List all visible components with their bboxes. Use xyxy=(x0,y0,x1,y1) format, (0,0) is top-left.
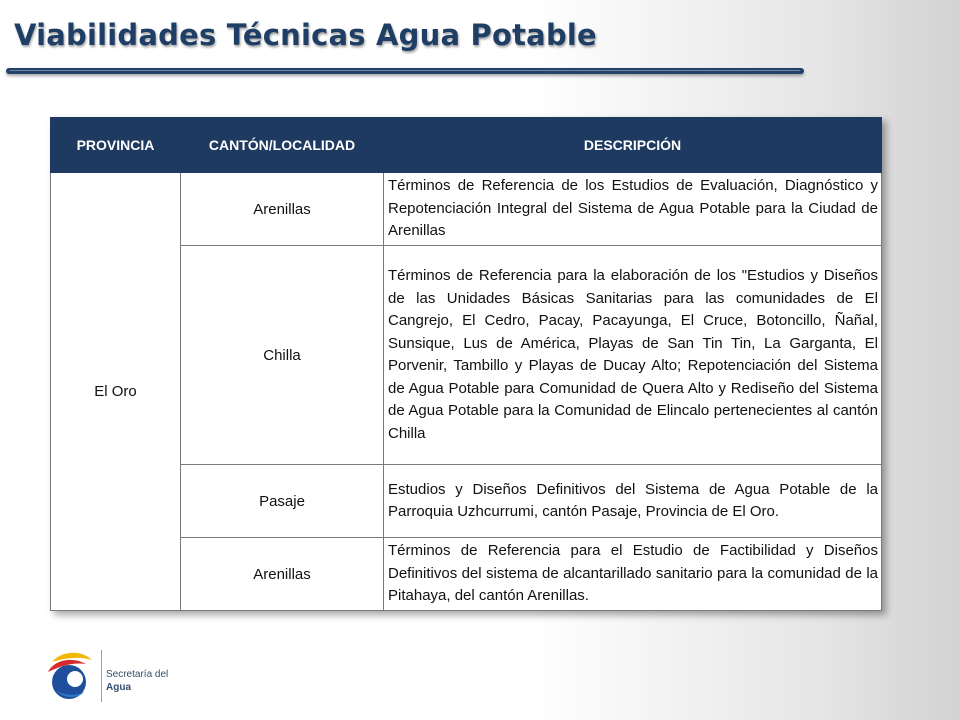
table-row xyxy=(51,173,882,246)
logo-text-line1: Secretaría del xyxy=(106,669,169,680)
logo-separator xyxy=(101,650,102,702)
header-provincia: PROVINCIA xyxy=(51,118,181,173)
description-cell: Estudios y Diseños Definitivos del Sistema de Agua Potable de la Parroquia Uzhcurrumi, cantón Pasaje, Provincia de El Oro. xyxy=(384,465,882,538)
header-canton-localidad: CANTÓN/LOCALIDAD xyxy=(181,118,384,173)
table-header-row xyxy=(51,118,882,173)
description-cell: Términos de Referencia para el Estudio de Factibilidad y Diseños Definitivos del sistema de alcantarillado sanitario para la comunidad de la Pitahaya, del cantón Arenillas. xyxy=(384,538,882,611)
canton-cell: Arenillas xyxy=(181,538,384,611)
header-descripcion: DESCRIPCIÓN xyxy=(384,118,882,173)
description-cell: Términos de Referencia para la elaboración de los "Estudios y Diseños de las Unidades Básicas Sanitarias para las comunidades de El Cangrejo, El Cedro, Pacay, Pacayunga, El Cruce, Botoncillo, Ñañal, Sunsique, Lus de América, Playas de San Tin Tin, La Garganta, El Porvenir, Tambillo y Playas de Ducay Alto; Repotenciación del Sistema de Agua Potable para Comunidad de Quera Alto y Rediseño del Sistema de Agua Potable para la Comunidad de Elincalo pertenecientes al cantón Chilla xyxy=(384,246,882,465)
province-cell: El Oro xyxy=(51,173,181,611)
viability-table xyxy=(50,117,882,611)
canton-cell: Pasaje xyxy=(181,465,384,538)
canton-cell: Arenillas xyxy=(181,173,384,246)
logo-text-line2: Agua xyxy=(106,682,131,693)
secretaria-del-agua-logo xyxy=(42,646,182,708)
water-drop-logo-icon xyxy=(42,646,100,704)
title-underline xyxy=(6,68,804,74)
description-cell: Términos de Referencia de los Estudios de Evaluación, Diagnóstico y Repotenciación Integral del Sistema de Agua Potable para la Ciudad de Arenillas xyxy=(384,173,882,246)
canton-cell: Chilla xyxy=(181,246,384,465)
page-title: Viabilidades Técnicas Agua Potable xyxy=(14,18,597,52)
